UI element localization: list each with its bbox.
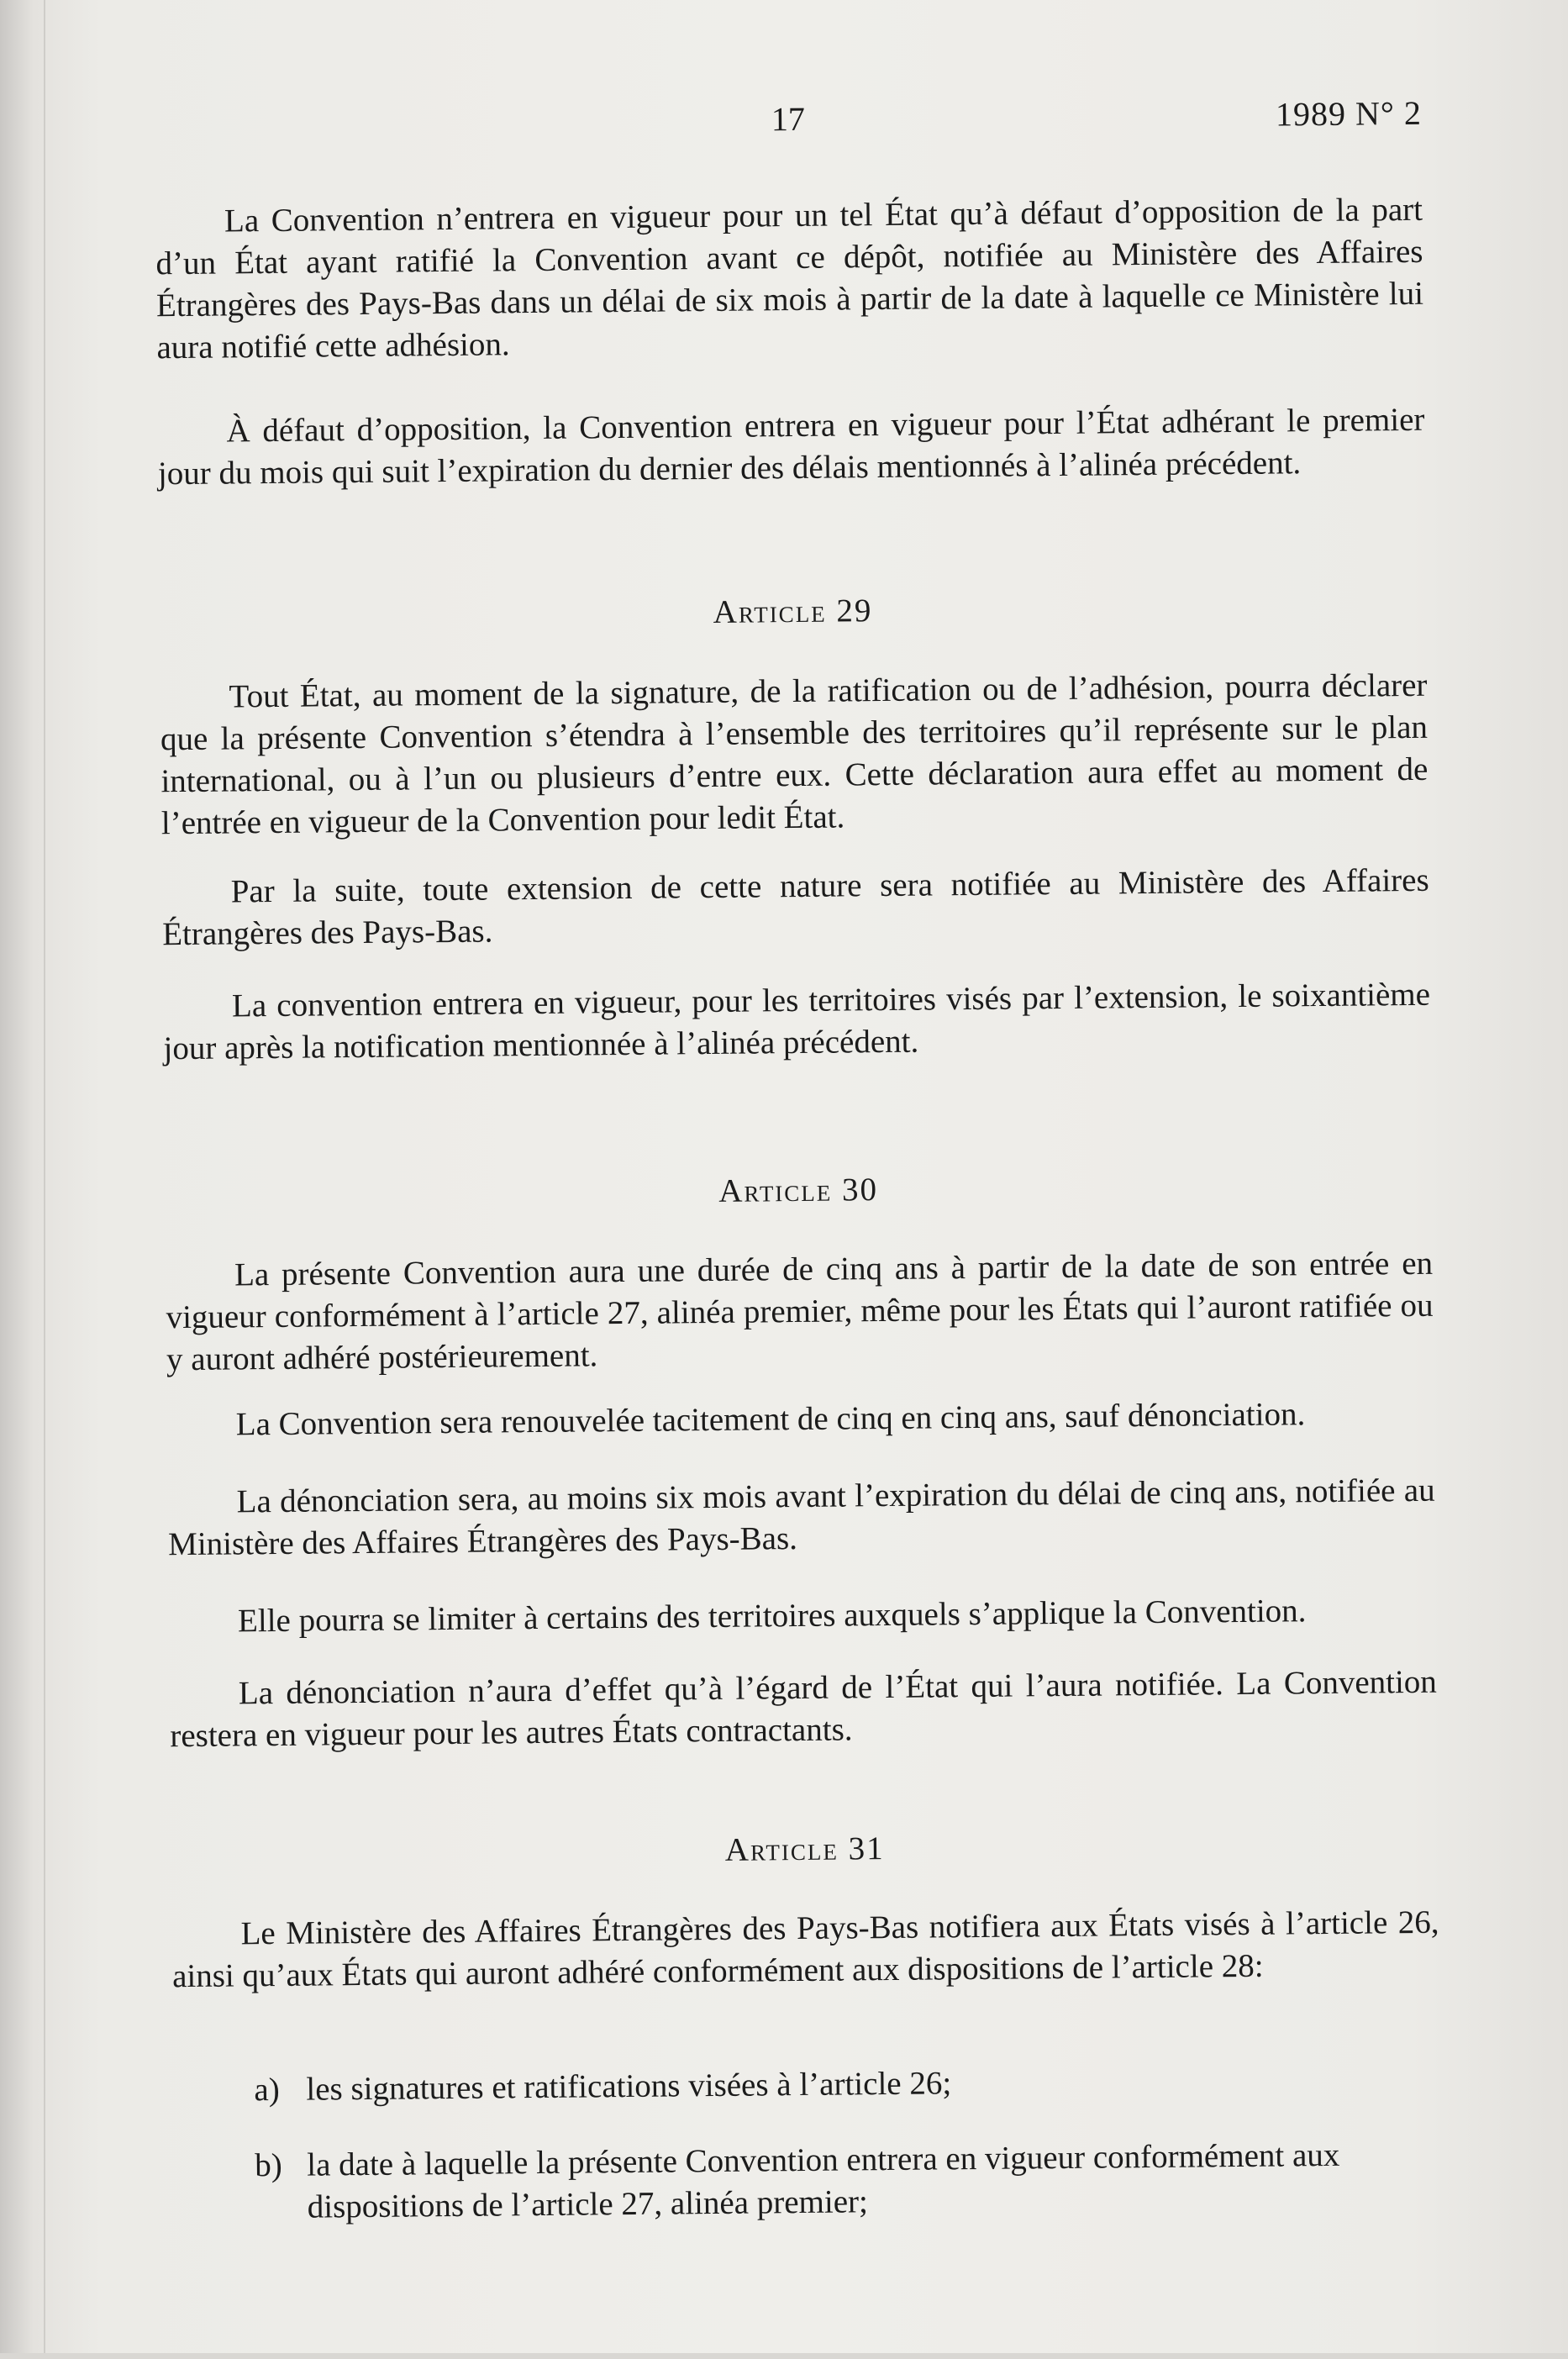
document-reference: 1989 N° 2 xyxy=(1275,93,1423,134)
paragraph: La présente Convention aura une durée de cinq ans à partir de la date de son entrée en vigueur conformément à l’article 27, alinéa premier, même pour les États qui l’auront ratifiée ou y auront adhéré postérieurement. xyxy=(166,1245,1434,1378)
page-content xyxy=(154,0,1444,2359)
paragraph: La Convention n’entrera en vigueur pour un tel État qu’à défaut d’opposition de la part d’un État ayant ratifié la Convention avant ce dépôt, notifiée au Ministère des Affaires Étrangères des Pays-Bas dans un délai de six mois à partir de la date à laquelle ce Ministère lui aura notifié cette adhésion. xyxy=(155,191,1424,366)
paragraph: Le Ministère des Affaires Étrangères des Pays-Bas notifiera aux États visés à l’article 26, ainsi qu’aux États qui auront adhéré conformément aux dispositions de l’article 28: xyxy=(171,1904,1439,1995)
paragraph: La convention entrera en vigueur, pour les territoires visés par l’extension, le soixantième jour après la notification mentionnée à l’alinéa précédent. xyxy=(163,976,1431,1067)
list-marker: a) xyxy=(254,2071,280,2109)
list-item xyxy=(255,2134,1442,2230)
list-item-text: la date à laquelle la présente Convention entrera en vigueur conformément aux dispositions de l’article 27, alinéa premier; xyxy=(307,2136,1340,2225)
paragraph: Par la suite, toute extension de cette nature sera notifiée au Ministère des Affaires Étrangères des Pays-Bas. xyxy=(161,861,1429,953)
binding-gutter xyxy=(44,0,45,2353)
paragraph: La dénonciation sera, au moins six mois avant l’expiration du délai de cinq ans, notifiée au Ministère des Affaires Étrangères des Pays-Bas. xyxy=(167,1472,1435,1563)
article-31-heading: Article 31 xyxy=(724,1830,885,1868)
paragraph: La Convention sera renouvelée tacitement de cinq en cinq ans, sauf dénonciation. xyxy=(235,1396,1306,1443)
article-29-heading: Article 29 xyxy=(713,592,873,630)
page-number: 17 xyxy=(771,99,806,139)
paragraph: Tout État, au moment de la signature, de la ratification ou de l’adhésion, pourra déclarer que la présente Convention s’étendra à l’ensemble des territoires qu’il représente sur le plan international, ou à l’un ou plusieurs d’entre eux. Cette déclaration aura effet au moment de l’entrée en vigueur de la Convention pour ledit État. xyxy=(160,666,1429,842)
list-marker: b) xyxy=(255,2146,282,2184)
paragraph: La dénonciation n’aura d’effet qu’à l’égard de l’État qui l’aura notifiée. La Convention restera en vigueur pour les autres États contractants. xyxy=(170,1663,1438,1755)
paragraph: À défaut d’opposition, la Convention entrera en vigueur pour l’État adhérant le premier jour du mois qui suit l’expiration du dernier des délais mentionnés à l’alinéa précédent. xyxy=(157,401,1425,492)
list-item xyxy=(254,2058,1440,2112)
paragraph: Elle pourra se limiter à certains des territoires auxquels s’applique la Convention. xyxy=(237,1593,1307,1640)
page-header xyxy=(155,93,1422,147)
list-item-text: les signatures et ratifications visées à l’article 26; xyxy=(306,2065,952,2108)
article-30-heading: Article 30 xyxy=(718,1172,879,1209)
